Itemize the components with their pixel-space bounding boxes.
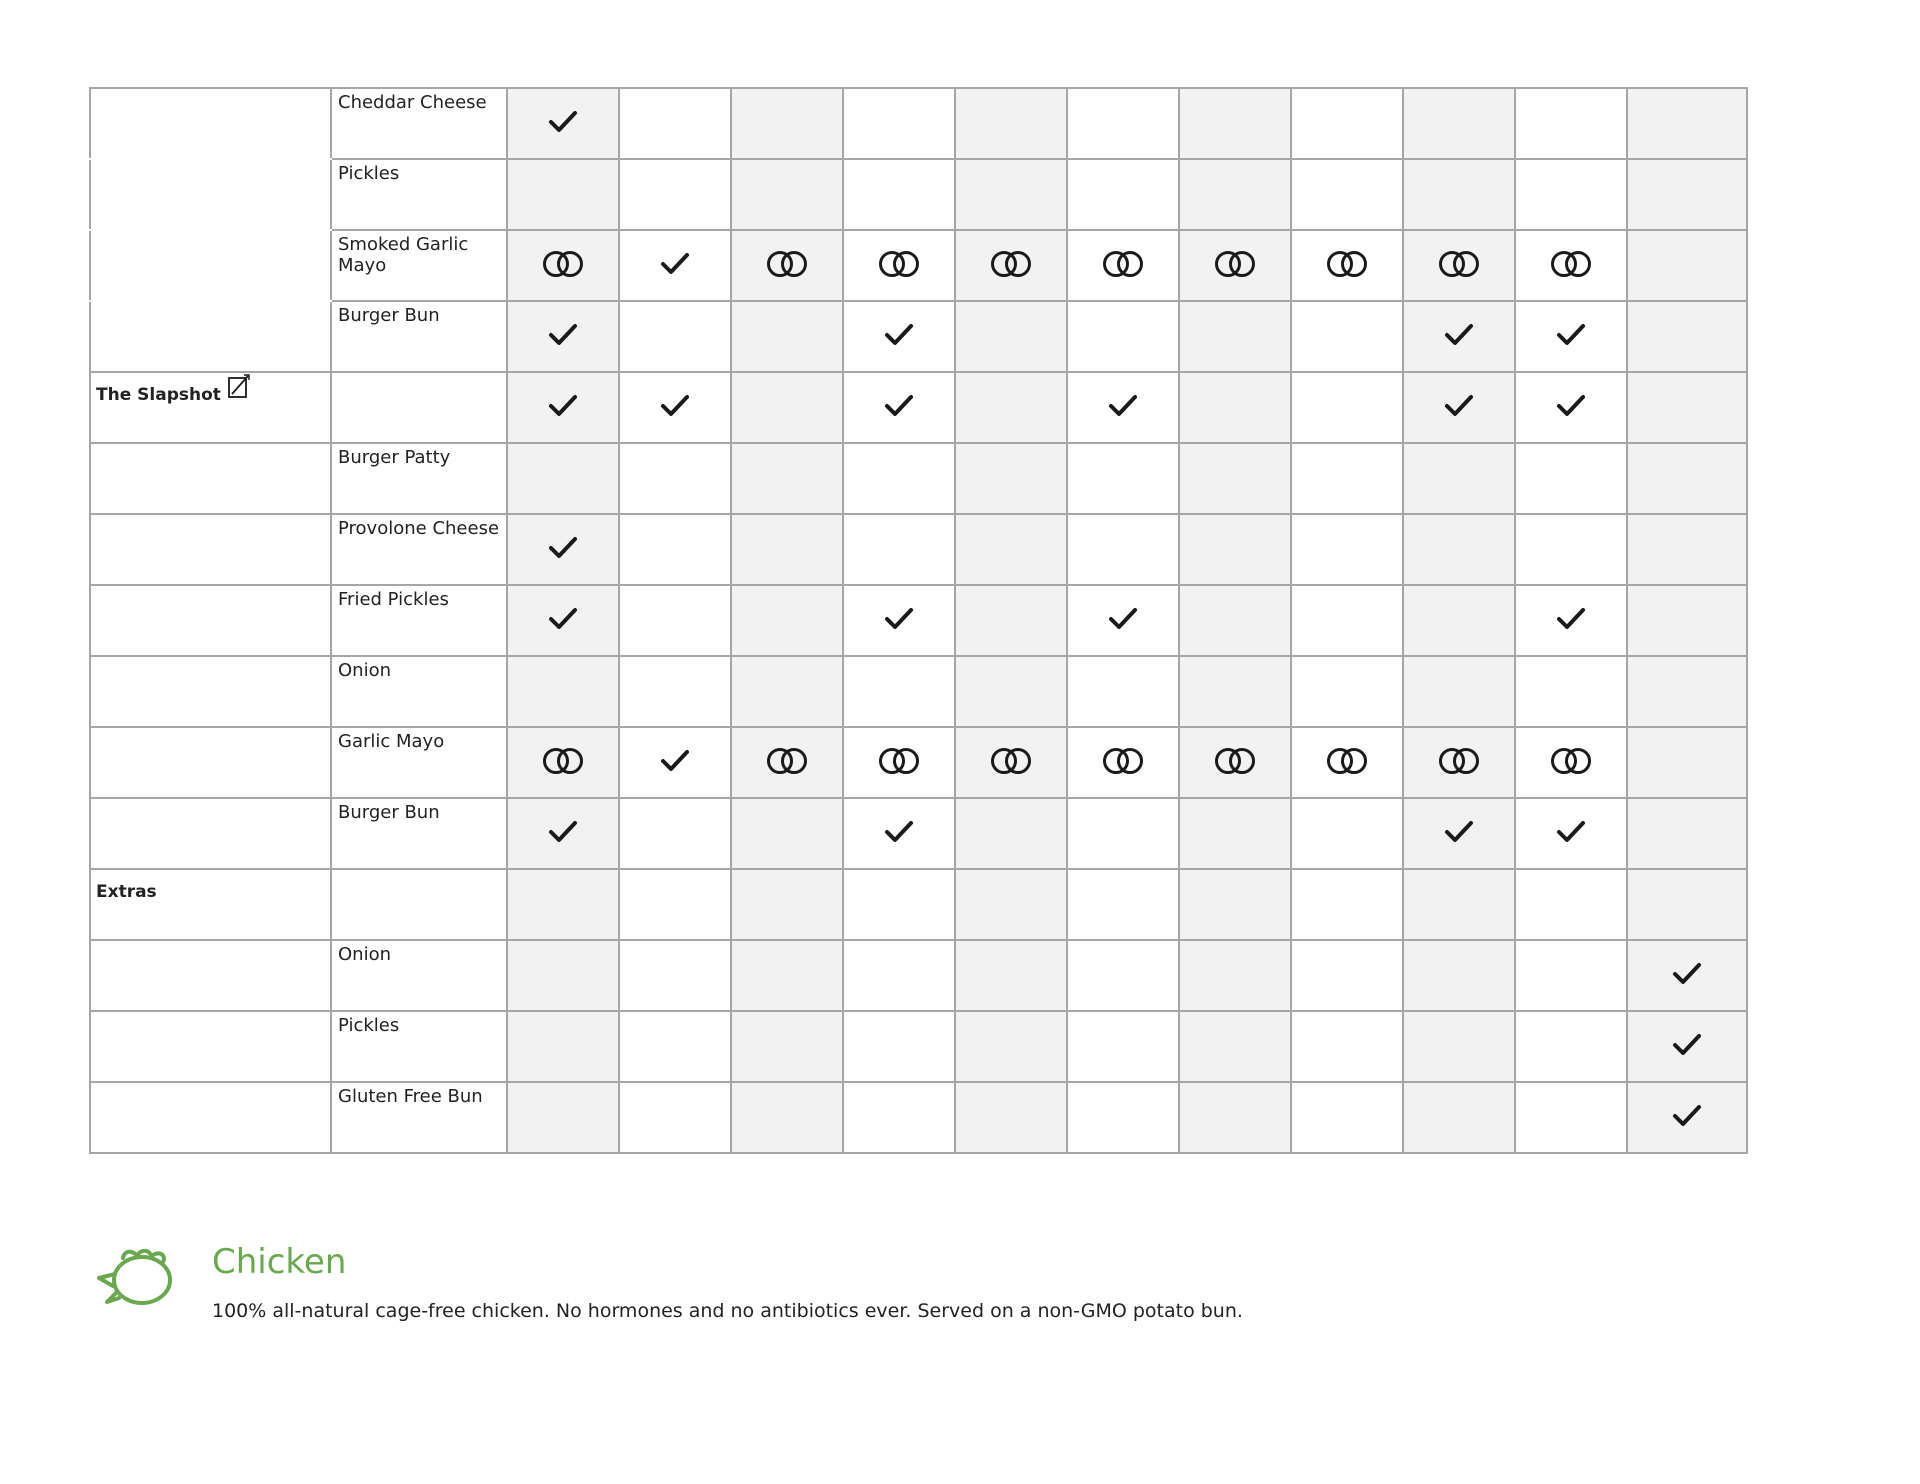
checkmark-icon <box>548 394 578 422</box>
ingredient-name: Pickles <box>338 163 400 184</box>
interlocking-rings-icon <box>1213 746 1257 780</box>
allergen-cell <box>1515 656 1627 727</box>
table-row <box>90 727 1747 798</box>
interlocking-rings-icon <box>1325 746 1369 780</box>
table-row <box>90 940 1747 1011</box>
allergen-cell <box>1515 301 1627 372</box>
allergen-cell <box>1067 1011 1179 1082</box>
allergen-cell <box>1403 88 1515 159</box>
allergen-cell <box>507 940 619 1011</box>
allergen-cell <box>1179 940 1291 1011</box>
interlocking-rings-icon <box>541 746 585 780</box>
ingredient-cell <box>331 443 507 514</box>
allergen-cell <box>507 869 619 940</box>
allergen-cell <box>1291 443 1403 514</box>
allergen-cell <box>955 1082 1067 1153</box>
checkmark-icon <box>1672 962 1702 990</box>
allergen-cell <box>731 798 843 869</box>
item-name-cell <box>90 1011 331 1082</box>
allergen-cell <box>955 159 1067 230</box>
table-row <box>90 301 1747 372</box>
allergen-cell <box>1403 230 1515 301</box>
allergen-cell <box>843 585 955 656</box>
table-row <box>90 372 1747 443</box>
allergen-cell <box>1515 1011 1627 1082</box>
allergen-cell <box>843 940 955 1011</box>
allergen-cell <box>619 940 731 1011</box>
allergen-cell <box>1067 159 1179 230</box>
allergen-cell <box>1291 159 1403 230</box>
allergen-cell <box>1403 798 1515 869</box>
allergen-cell <box>1291 1011 1403 1082</box>
allergen-cell <box>1627 869 1747 940</box>
interlocking-rings-icon <box>877 746 921 780</box>
checkmark-icon <box>884 394 914 422</box>
allergen-cell <box>1179 1082 1291 1153</box>
interlocking-rings-icon <box>1437 746 1481 780</box>
allergen-cell <box>1403 1082 1515 1153</box>
table-row <box>90 443 1747 514</box>
allergen-cell <box>619 301 731 372</box>
allergen-cell <box>955 798 1067 869</box>
allergen-cell <box>1403 514 1515 585</box>
allergen-cell <box>1515 372 1627 443</box>
allergen-cell <box>1067 372 1179 443</box>
allergen-cell <box>731 585 843 656</box>
allergen-cell <box>507 88 619 159</box>
checkmark-icon <box>1444 394 1474 422</box>
item-name-cell <box>90 940 331 1011</box>
allergen-cell <box>619 656 731 727</box>
allergen-cell <box>619 585 731 656</box>
allergen-cell <box>955 869 1067 940</box>
allergen-cell <box>1627 88 1747 159</box>
allergen-cell <box>1067 798 1179 869</box>
allergen-cell <box>1291 656 1403 727</box>
checkmark-icon <box>660 252 690 280</box>
allergen-cell <box>619 88 731 159</box>
allergen-cell <box>1067 585 1179 656</box>
allergen-cell <box>731 656 843 727</box>
allergen-cell <box>1067 514 1179 585</box>
allergen-cell <box>1179 301 1291 372</box>
allergen-cell <box>955 443 1067 514</box>
section-title: Chicken <box>212 1242 347 1282</box>
allergen-cell <box>843 301 955 372</box>
allergen-cell <box>507 656 619 727</box>
allergen-cell <box>1067 940 1179 1011</box>
allergen-cell <box>731 159 843 230</box>
allergen-cell <box>1515 159 1627 230</box>
ingredient-cell <box>331 159 507 230</box>
item-name-cell <box>90 372 331 443</box>
allergen-cell <box>1403 869 1515 940</box>
allergen-cell <box>1515 514 1627 585</box>
allergen-cell <box>1179 585 1291 656</box>
interlocking-rings-icon <box>989 746 1033 780</box>
checkmark-icon <box>884 820 914 848</box>
allergen-cell <box>1291 1082 1403 1153</box>
item-name-cell <box>90 443 331 514</box>
allergen-cell <box>731 88 843 159</box>
allergen-cell <box>955 514 1067 585</box>
table-row <box>90 159 1747 230</box>
allergen-cell <box>843 798 955 869</box>
allergen-cell <box>843 230 955 301</box>
interlocking-rings-icon <box>765 746 809 780</box>
ingredient-cell <box>331 301 507 372</box>
allergen-cell <box>1403 940 1515 1011</box>
interlocking-rings-icon <box>877 249 921 283</box>
allergen-cell <box>1179 514 1291 585</box>
allergen-cell <box>507 230 619 301</box>
allergen-cell <box>731 869 843 940</box>
table-row <box>90 1082 1747 1153</box>
allergen-cell <box>1627 585 1747 656</box>
allergen-cell <box>1403 1011 1515 1082</box>
allergen-cell <box>507 372 619 443</box>
allergen-cell <box>619 159 731 230</box>
checkmark-icon <box>548 323 578 351</box>
ingredient-name: Onion <box>338 660 391 681</box>
checkmark-icon <box>1672 1104 1702 1132</box>
item-name-cell <box>90 1082 331 1153</box>
item-name: The Slapshot <box>91 373 330 406</box>
table-row <box>90 514 1747 585</box>
allergen-cell <box>1627 727 1747 798</box>
checkmark-icon <box>884 607 914 635</box>
item-name: Extras <box>96 882 157 902</box>
allergen-cell <box>507 585 619 656</box>
allergen-cell <box>1179 443 1291 514</box>
allergen-cell <box>619 514 731 585</box>
interlocking-rings-icon <box>1101 746 1145 780</box>
allergen-cell <box>1179 798 1291 869</box>
allergen-cell <box>731 372 843 443</box>
table-row <box>90 656 1747 727</box>
allergen-cell <box>1067 656 1179 727</box>
interlocking-rings-icon <box>1549 746 1593 780</box>
allergen-cell <box>1067 443 1179 514</box>
allergen-cell <box>955 88 1067 159</box>
allergen-cell <box>1515 869 1627 940</box>
allergen-cell <box>1627 514 1747 585</box>
allergen-cell <box>507 443 619 514</box>
edit-icon <box>227 373 251 405</box>
allergen-cell <box>619 869 731 940</box>
ingredient-cell <box>331 514 507 585</box>
allergen-cell <box>1291 585 1403 656</box>
allergen-cell <box>731 940 843 1011</box>
interlocking-rings-icon <box>989 249 1033 283</box>
allergen-cell <box>1179 727 1291 798</box>
allergen-cell <box>1627 301 1747 372</box>
item-name-cell <box>90 656 331 727</box>
allergen-cell <box>731 727 843 798</box>
interlocking-rings-icon <box>1549 249 1593 283</box>
allergen-cell <box>619 1011 731 1082</box>
ingredient-name: Burger Bun <box>338 305 440 326</box>
allergen-cell <box>619 230 731 301</box>
checkmark-icon <box>660 394 690 422</box>
allergen-cell <box>1515 443 1627 514</box>
ingredient-cell <box>331 230 507 301</box>
allergen-cell <box>1067 727 1179 798</box>
allergen-cell <box>1515 798 1627 869</box>
allergen-cell <box>507 159 619 230</box>
allergen-cell <box>955 585 1067 656</box>
item-name-cell <box>90 869 331 940</box>
ingredient-name: Cheddar Cheese <box>338 92 487 113</box>
allergen-cell <box>731 301 843 372</box>
allergen-cell <box>1627 940 1747 1011</box>
checkmark-icon <box>1556 820 1586 848</box>
allergen-cell <box>507 514 619 585</box>
allergen-cell <box>507 301 619 372</box>
allergen-cell <box>1403 443 1515 514</box>
allergen-cell <box>1627 443 1747 514</box>
allergen-cell <box>731 514 843 585</box>
allergen-cell <box>507 727 619 798</box>
interlocking-rings-icon <box>541 249 585 283</box>
allergen-cell <box>843 656 955 727</box>
allergen-cell <box>1291 869 1403 940</box>
allergen-cell <box>1515 940 1627 1011</box>
chicken-icon <box>95 1236 181 1316</box>
allergen-cell <box>619 1082 731 1153</box>
allergen-cell <box>1515 1082 1627 1153</box>
ingredient-name: Smoked Garlic Mayo <box>338 234 469 276</box>
table-row <box>90 585 1747 656</box>
allergen-cell <box>1403 372 1515 443</box>
allergen-cell <box>1515 727 1627 798</box>
checkmark-icon <box>1556 607 1586 635</box>
ingredient-name: Burger Patty <box>338 447 451 468</box>
ingredient-name: Onion <box>338 944 391 965</box>
allergen-cell <box>1627 1011 1747 1082</box>
allergen-cell <box>843 159 955 230</box>
ingredient-cell <box>331 585 507 656</box>
allergen-cell <box>843 514 955 585</box>
allergen-cell <box>1291 940 1403 1011</box>
ingredient-cell <box>331 88 507 159</box>
ingredient-name: Gluten Free Bun <box>338 1086 483 1107</box>
item-name-cell <box>90 301 331 372</box>
allergen-cell <box>1291 230 1403 301</box>
allergen-cell <box>619 372 731 443</box>
allergen-cell <box>1515 88 1627 159</box>
ingredient-cell <box>331 1082 507 1153</box>
checkmark-icon <box>548 607 578 635</box>
allergen-cell <box>731 1011 843 1082</box>
checkmark-icon <box>1556 323 1586 351</box>
interlocking-rings-icon <box>1101 249 1145 283</box>
checkmark-icon <box>548 110 578 138</box>
allergen-cell <box>1627 1082 1747 1153</box>
allergen-cell <box>1179 1011 1291 1082</box>
allergen-cell <box>1067 869 1179 940</box>
allergen-cell <box>843 1011 955 1082</box>
interlocking-rings-icon <box>1437 249 1481 283</box>
allergen-cell <box>955 230 1067 301</box>
allergen-cell <box>1067 230 1179 301</box>
ingredient-cell <box>331 727 507 798</box>
ingredient-name: Garlic Mayo <box>338 731 445 752</box>
allergen-cell <box>955 1011 1067 1082</box>
allergen-cell <box>507 1082 619 1153</box>
checkmark-icon <box>884 323 914 351</box>
allergen-cell <box>507 798 619 869</box>
checkmark-icon <box>1108 394 1138 422</box>
ingredient-cell <box>331 798 507 869</box>
allergen-cell <box>507 1011 619 1082</box>
ingredient-name: Pickles <box>338 1015 400 1036</box>
allergen-cell <box>1179 656 1291 727</box>
allergen-cell <box>1179 869 1291 940</box>
allergen-cell <box>1403 301 1515 372</box>
checkmark-icon <box>660 749 690 777</box>
allergen-cell <box>731 230 843 301</box>
allergen-cell <box>1291 372 1403 443</box>
allergen-cell <box>1067 1082 1179 1153</box>
interlocking-rings-icon <box>765 249 809 283</box>
table-row <box>90 88 1747 159</box>
section-description: 100% all-natural cage-free chicken. No hormones and no antibiotics ever. Served on a non-GMO potato bun. <box>212 1300 1243 1322</box>
ingredient-name: Fried Pickles <box>338 589 449 610</box>
allergen-cell <box>955 301 1067 372</box>
item-name-cell <box>90 159 331 230</box>
ingredient-cell <box>331 940 507 1011</box>
interlocking-rings-icon <box>1213 249 1257 283</box>
allergen-cell <box>731 1082 843 1153</box>
ingredient-cell <box>331 656 507 727</box>
allergen-cell <box>619 727 731 798</box>
checkmark-icon <box>548 536 578 564</box>
allergen-cell <box>1403 656 1515 727</box>
allergen-cell <box>955 372 1067 443</box>
allergen-cell <box>619 443 731 514</box>
allergen-cell <box>1403 159 1515 230</box>
allergen-cell <box>1627 159 1747 230</box>
ingredient-name: Provolone Cheese <box>338 518 500 539</box>
allergen-cell <box>731 443 843 514</box>
table-row <box>90 1011 1747 1082</box>
allergen-cell <box>1403 727 1515 798</box>
allergen-cell <box>843 1082 955 1153</box>
allergen-cell <box>1291 798 1403 869</box>
allergen-cell <box>955 940 1067 1011</box>
ingredient-name: Burger Bun <box>338 802 440 823</box>
allergen-cell <box>1291 301 1403 372</box>
allergen-cell <box>1179 372 1291 443</box>
table-row <box>90 869 1747 940</box>
checkmark-icon <box>1444 820 1474 848</box>
allergen-cell <box>843 869 955 940</box>
allergen-cell <box>843 727 955 798</box>
allergen-cell <box>1627 230 1747 301</box>
allergen-cell <box>1627 656 1747 727</box>
allergen-cell <box>1291 727 1403 798</box>
allergen-cell <box>843 372 955 443</box>
checkmark-icon <box>1672 1033 1702 1061</box>
allergen-cell <box>843 88 955 159</box>
ingredient-cell <box>331 869 507 940</box>
item-name-cell <box>90 727 331 798</box>
ingredient-cell <box>331 1011 507 1082</box>
allergen-cell <box>1067 301 1179 372</box>
allergen-cell <box>955 656 1067 727</box>
allergen-cell <box>1403 585 1515 656</box>
item-name-cell <box>90 514 331 585</box>
ingredient-cell <box>331 372 507 443</box>
allergen-cell <box>1179 159 1291 230</box>
allergen-cell <box>1515 585 1627 656</box>
allergen-cell <box>1291 514 1403 585</box>
item-name-cell <box>90 88 331 159</box>
checkmark-icon <box>1108 607 1138 635</box>
allergen-cell <box>1627 372 1747 443</box>
item-name-cell <box>90 230 331 301</box>
allergen-cell <box>843 443 955 514</box>
item-name-cell <box>90 585 331 656</box>
allergen-cell <box>955 727 1067 798</box>
checkmark-icon <box>548 820 578 848</box>
allergen-table-body <box>90 88 1747 1153</box>
allergen-cell <box>619 798 731 869</box>
allergen-cell <box>1627 798 1747 869</box>
allergen-cell <box>1067 88 1179 159</box>
item-name-cell <box>90 798 331 869</box>
table-row <box>90 798 1747 869</box>
checkmark-icon <box>1556 394 1586 422</box>
allergen-cell <box>1179 230 1291 301</box>
allergen-cell <box>1179 88 1291 159</box>
table-row <box>90 230 1747 301</box>
allergen-cell <box>1515 230 1627 301</box>
checkmark-icon <box>1444 323 1474 351</box>
interlocking-rings-icon <box>1325 249 1369 283</box>
allergen-cell <box>1291 88 1403 159</box>
allergen-table <box>89 87 1748 1154</box>
